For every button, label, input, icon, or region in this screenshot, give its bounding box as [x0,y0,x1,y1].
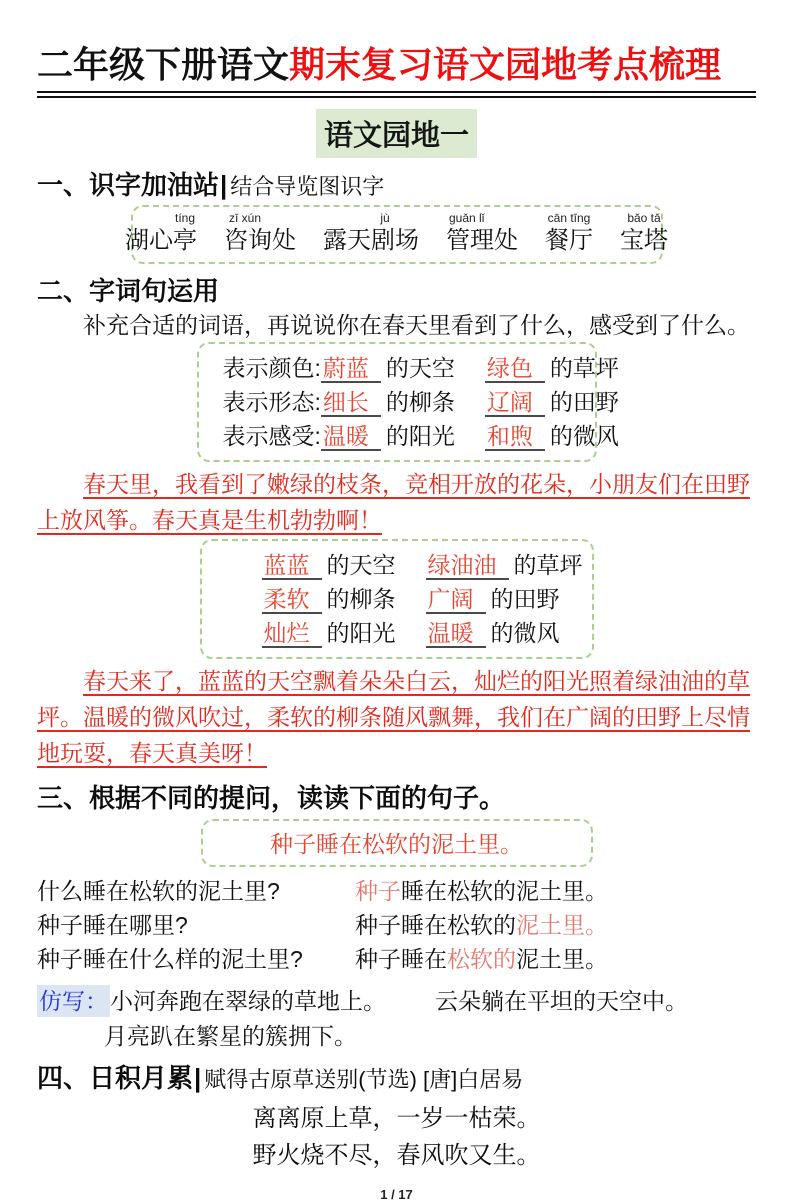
row-label: 表示形态: [222,389,321,415]
section4-subtitle: 赋得古原草送别(节选) [唐]白居易 [204,1066,524,1092]
section4-heading [37,1062,756,1095]
pinyin-text: zī xún [229,210,262,225]
row-text: 的田野 [490,586,560,612]
page-number: 1 / 17 [380,1187,413,1202]
pinyin-text: guǎn lǐ [449,210,485,225]
section1-title: 一、识字加油站 [37,170,220,200]
example-sentence-box [201,819,593,867]
row-text: 的阳光 [326,620,396,646]
row-text: 的阳光 [385,423,455,449]
fill-blank-row [222,351,619,385]
row-text: 的天空 [326,552,396,578]
answer-plain: 睡在松软的泥土里。 [401,877,608,904]
fill-blank-row [262,548,592,582]
answer-blank: 柔软 [262,586,322,614]
word-text: 露天剧场 [323,226,419,254]
poem [37,1100,756,1174]
pinyin-text: cān tīng [547,210,591,225]
answer-blank: 蔚蓝 [321,355,381,383]
fill-blank-row [262,616,592,650]
poem-line-2: 野火烧不尽，春风吹又生。 [252,1142,541,1169]
section1-heading [37,169,756,202]
answer-text [355,908,608,942]
row-text: 的柳条 [385,389,455,415]
heading-divider: | [220,170,228,200]
fill-blank-row [262,582,592,616]
fangxie-label: 仿写： [37,985,110,1017]
pinyin-text: bǎo tǎ [627,210,661,225]
fangxie-row [37,985,756,1017]
page-title [37,42,756,98]
word-text: 餐厅 [545,226,593,254]
fangxie-sentence-2: 云朵躺在平坦的天空中。 [435,987,688,1014]
subtitle-row [37,109,756,158]
pinyin-word [224,211,296,255]
row-text: 的草坪 [513,552,583,578]
example-sentence: 种子睡在松软的泥土里。 [270,830,523,857]
fangxie-sentence-3: 月亮趴在繁星的簇拥下。 [104,1022,357,1049]
poem-line-1: 离离原上草，一岁一枯荣。 [252,1105,541,1132]
question-answer-list [37,874,756,976]
answer-text [355,874,608,908]
row-label: 表示感受: [222,423,321,449]
fill-blank-box-a [197,342,619,462]
qa-row [37,874,756,908]
pinyin-word [125,211,197,255]
row-text: 的微风 [490,620,560,646]
answer-plain: 种子睡在 [355,945,447,972]
fill-blank-row [222,385,619,419]
question-text: 什么睡在松软的泥土里? [37,877,280,904]
model-answer-b: 春天来了，蓝蓝的天空飘着朵朵白云，灿烂的阳光照着绿油油的草坪。温暖的微风吹过，柔软的柳条随风飘舞，我们在广阔的田野上尽情地玩耍，春天真美呀！ [37,668,750,766]
word-text: 管理处 [446,226,518,254]
answer-text [355,942,608,976]
row-label: 表示颜色: [222,355,321,381]
question-text: 种子睡在哪里? [37,911,188,938]
model-answer-a: 春天里，我看到了嫩绿的枝条，竞相开放的花朵，小朋友们在田野上放风筝。春天真是生机勃勃啊！ [37,471,750,533]
question-text: 种子睡在什么样的泥土里? [37,945,303,972]
section1-subtitle: 结合导览图识字 [230,174,385,199]
pinyin-word [446,211,518,255]
word-text: 湖心亭 [125,226,197,254]
row-text: 的草坪 [549,355,619,381]
heading-divider: | [194,1062,202,1093]
pinyin-word [620,211,668,255]
answer-blank: 细长 [321,389,381,417]
pinyin-text: jù [380,210,390,225]
section2-intro: 补充合适的词语，再说说你在春天里看到了什么，感受到了什么。 [83,312,750,338]
row-text: 的田野 [549,389,619,415]
fill-blank-box-b [200,539,594,659]
answer-blank: 灿烂 [262,620,322,648]
section2-heading [37,275,756,308]
fangxie-sentence-1: 小河奔跑在翠绿的草地上。 [110,987,386,1014]
pinyin-text: tíng [174,210,195,225]
answer-highlight: 泥土里。 [516,911,608,938]
answer-blank: 温暖 [321,423,381,451]
answer-plain: 泥土里。 [516,945,608,972]
answer-plain: 种子睡在松软的 [355,911,516,938]
word-text: 咨询处 [224,226,296,254]
section4-title: 四、日积月累 [37,1062,194,1093]
answer-highlight: 种子 [355,877,401,904]
word-text: 宝塔 [620,226,668,254]
answer-highlight: 松软的 [447,945,516,972]
answer-blank: 和煦 [485,423,545,451]
section2-title: 二、字词句运用 [37,275,220,306]
section3-heading [37,782,756,815]
title-red-part: 期末复习语文园地考点梳理 [289,44,722,85]
title-black-part: 二年级下册语文 [37,44,290,85]
pinyin-word [323,211,419,255]
qa-row [37,908,756,942]
answer-blank: 绿色 [485,355,545,383]
qa-row [37,942,756,976]
row-text: 的柳条 [326,586,396,612]
pinyin-word [545,211,593,255]
fill-blank-row [222,419,619,453]
section3-title: 三、根据不同的提问，读读下面的句子。 [37,783,506,813]
row-text: 的天空 [385,355,455,381]
answer-blank: 辽阔 [485,389,545,417]
row-text: 的微风 [549,423,619,449]
answer-blank: 蓝蓝 [262,552,322,580]
answer-blank: 绿油油 [426,552,509,580]
pinyin-word-box [125,205,668,264]
answer-blank: 广阔 [426,586,486,614]
answer-blank: 温暖 [426,620,486,648]
unit-subtitle: 语文园地一 [316,109,477,158]
